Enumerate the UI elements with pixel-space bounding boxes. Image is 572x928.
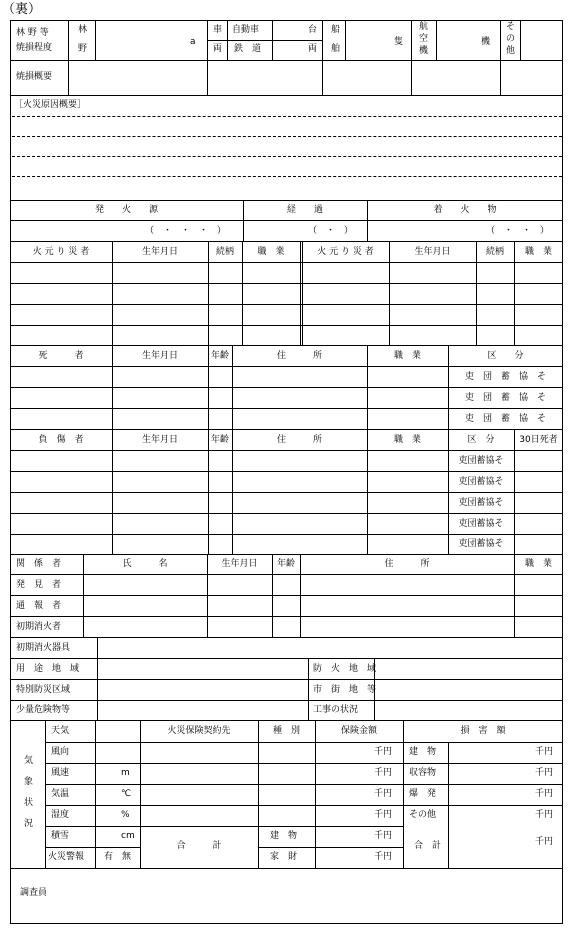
ship-label-2: 舶 — [331, 44, 341, 54]
rail-count-input[interactable] — [273, 41, 303, 59]
fop-header-job: 職 業 — [257, 247, 285, 257]
weather-side-4: 況 — [24, 819, 34, 829]
usage-zone-label: 用 途 地 域 — [16, 664, 80, 674]
forest-label-2: 焼損程度 — [16, 43, 53, 53]
fire-zone-label: 防 火 地 域 — [313, 664, 377, 674]
weather-row-unit-6: cm — [121, 831, 135, 841]
injured-header-category: 区 分 — [467, 435, 495, 445]
fop-header-birth: 生年月日 — [141, 247, 178, 257]
ins-header-type: 種 別 — [272, 726, 300, 736]
burn-summary-input[interactable] — [69, 61, 206, 94]
dead-category-2[interactable]: 吏 団 蓄 協 そ — [464, 393, 546, 403]
ins-unit-5: 千円 — [374, 831, 393, 841]
rel-header-job: 職 業 — [524, 559, 552, 569]
forest-sub-2: 野 — [78, 44, 88, 54]
damage-row-explosion: 爆 発 — [409, 789, 437, 799]
damage-total-label: 合 計 — [414, 841, 442, 851]
dead-header-age: 年齢 — [210, 351, 229, 361]
ins-unit-4: 千円 — [374, 810, 393, 820]
origin-ignition-code[interactable]: （ ・ ・ ） — [486, 226, 550, 236]
car-label: 自動車 — [232, 25, 260, 35]
injured-category-5[interactable]: 吏団蓄協そ — [458, 539, 504, 549]
origin-source-code[interactable]: （ ・ ・ ・ ） — [145, 226, 227, 236]
weather-row-label-2: 風向 — [51, 747, 70, 757]
damage-unit-total: 千円 — [535, 837, 554, 847]
injured-category-2[interactable]: 吏団蓄協そ — [458, 477, 504, 487]
ship-label-1: 船 — [331, 25, 341, 35]
car-count-input[interactable] — [273, 21, 303, 39]
other-label-1: そ — [506, 22, 516, 32]
damage-unit-4: 千円 — [535, 810, 554, 820]
hazmat-label: 少量危険物等 — [16, 705, 71, 715]
rel-header-role: 関 係 者 — [16, 559, 62, 569]
ship-count-input[interactable] — [346, 21, 391, 59]
weather-row-label-3: 風速 — [51, 768, 70, 778]
cause-summary-input[interactable] — [11, 112, 562, 199]
aircraft-label-3: 機 — [419, 46, 429, 56]
rel-row-reporter: 通 報 者 — [16, 601, 62, 611]
ins-unit-2: 千円 — [374, 768, 393, 778]
ins-type-household: 家 財 — [270, 852, 298, 862]
dead-category-1[interactable]: 吏 団 蓄 協 そ — [464, 372, 546, 382]
forest-unit: a — [190, 37, 196, 47]
ins-header-damage: 損 害 額 — [460, 726, 506, 736]
damage-row-building: 建 物 — [409, 747, 437, 757]
ins-type-building: 建 物 — [270, 831, 298, 841]
aircraft-unit: 機 — [481, 37, 491, 47]
vehicle-label-2: 両 — [213, 44, 223, 54]
injured-category-1[interactable]: 吏団蓄協そ — [458, 456, 504, 466]
dead-header-name: 死 者 — [38, 351, 84, 361]
weather-side-1: 気 — [24, 756, 34, 766]
injured-header-age: 年齢 — [210, 435, 229, 445]
aircraft-label-1: 航 — [419, 22, 429, 32]
construction-label: 工事の状況 — [313, 705, 359, 715]
other-label-2: の — [506, 34, 516, 44]
ins-unit-6: 千円 — [374, 852, 393, 862]
fop-header-relation: 続柄 — [215, 247, 234, 257]
rel-header-name: 氏 名 — [122, 559, 168, 569]
page-side-label: （裏） — [2, 2, 42, 17]
weather-side-3: 状 — [24, 798, 34, 808]
rel-row-discoverer: 発 見 者 — [16, 580, 62, 590]
weather-row-label-4: 気温 — [51, 789, 70, 799]
injured-category-4[interactable]: 吏団蓄協そ — [458, 519, 504, 529]
fop-header-job-2: 職 業 — [524, 247, 552, 257]
other-input[interactable] — [521, 21, 562, 59]
dead-header-address: 住 所 — [276, 351, 322, 361]
injured-category-3[interactable]: 吏団蓄協そ — [458, 498, 504, 508]
inspector-label: 調査員 — [20, 888, 48, 898]
injured-header-address: 住 所 — [276, 435, 322, 445]
weather-side-2: 象 — [24, 777, 34, 787]
injured-header-birth: 生年月日 — [141, 435, 178, 445]
special-zone-label: 特別防災区域 — [16, 685, 71, 695]
fop-header-name-2: 火 元 り 災 者 — [317, 247, 374, 257]
origin-process-header: 経 過 — [286, 205, 323, 215]
fire-warning-options[interactable]: 有 無 — [104, 852, 132, 862]
fire-warning-label: 火災警報 — [48, 852, 85, 862]
rel-header-age: 年齢 — [276, 559, 295, 569]
injured-header-30day: 30日死者 — [519, 435, 558, 445]
forest-sub-1: 林 — [78, 25, 88, 35]
city-zone-label: 市 街 地 等 — [313, 685, 377, 695]
rel-row-initial-extinguisher: 初期消火者 — [16, 622, 62, 632]
ins-total-label: 合 計 — [176, 841, 222, 851]
weather-row-unit-4: ℃ — [121, 789, 132, 799]
weather-row-label-6: 積雪 — [51, 831, 70, 841]
fop-header-birth-2: 生年月日 — [414, 247, 451, 257]
ins-unit-3: 千円 — [374, 789, 393, 799]
aircraft-label-2: 空 — [419, 34, 429, 44]
ins-header-amount: 保険金額 — [340, 726, 377, 736]
car-unit: 台 — [308, 25, 318, 35]
origin-process-code[interactable]: （ ・ ） — [308, 226, 354, 236]
initial-equipment-input[interactable] — [98, 638, 562, 657]
rail-label: 鉄 道 — [234, 44, 262, 54]
weather-row-label-1: 天気 — [51, 726, 70, 736]
dead-header-job: 職 業 — [393, 351, 421, 361]
inspector-input[interactable] — [60, 870, 560, 922]
dead-category-3[interactable]: 吏 団 蓄 協 そ — [464, 414, 546, 424]
fop-header-relation-2: 続柄 — [485, 247, 504, 257]
weather-row-unit-3: m — [121, 768, 130, 778]
forest-area-input[interactable] — [96, 21, 206, 59]
burn-summary-label: 焼損概要 — [16, 72, 53, 82]
rail-unit: 両 — [308, 44, 318, 54]
ship-unit: 隻 — [394, 37, 404, 47]
damage-unit-3: 千円 — [535, 789, 554, 799]
origin-source-header: 発 火 源 — [94, 205, 158, 215]
ins-unit-1: 千円 — [374, 747, 393, 757]
vehicle-label-1: 車 — [213, 25, 223, 35]
fop-header-name: 火 元 り 災 者 — [32, 247, 90, 257]
cause-title: ［火災原因概要］ — [14, 100, 87, 110]
origin-ignition-header: 着 火 物 — [433, 205, 497, 215]
aircraft-count-input[interactable] — [437, 21, 477, 59]
initial-equipment-label: 初期消火器具 — [16, 643, 71, 653]
injured-header-job: 職 業 — [393, 435, 421, 445]
weather-row-unit-5: % — [121, 810, 130, 820]
ins-header-contract: 火災保険契約先 — [167, 726, 231, 736]
damage-row-contents: 収容物 — [409, 768, 437, 778]
damage-unit-1: 千円 — [535, 747, 554, 757]
forest-label-1: 林 野 等 — [16, 28, 49, 38]
rel-header-birth: 生年月日 — [221, 559, 258, 569]
damage-unit-2: 千円 — [535, 768, 554, 778]
damage-row-other: その他 — [409, 810, 437, 820]
dead-header-birth: 生年月日 — [141, 351, 178, 361]
injured-header-name: 負 傷 者 — [38, 435, 84, 445]
other-label-3: 他 — [506, 46, 516, 56]
weather-row-label-5: 湿度 — [51, 810, 70, 820]
rel-header-address: 住 所 — [384, 559, 430, 569]
dead-header-category: 区 分 — [487, 351, 524, 361]
